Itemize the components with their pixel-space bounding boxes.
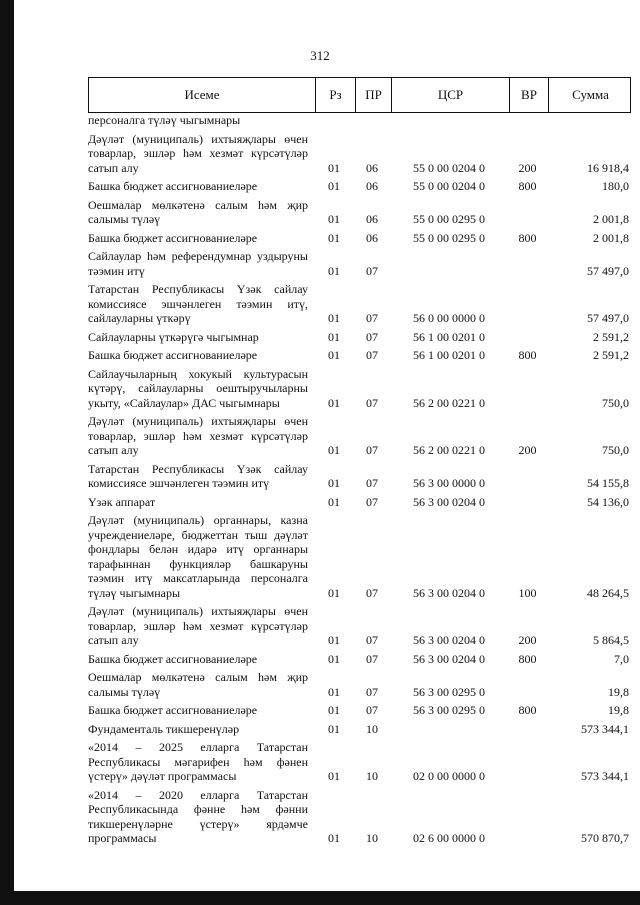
cell-rz: 01 [328, 348, 340, 362]
cell-rz: 01 [328, 651, 340, 666]
header-pr: ПР [355, 78, 391, 112]
cell-rz: 01 [328, 179, 340, 193]
budget-table [88, 77, 631, 846]
cell-name: Татарстан Республикасы Үзәк сайлау комиссиясе эшчәнлеген тәэмин итү [88, 461, 308, 490]
cell-csr: 55 0 00 0204 0 [413, 160, 485, 175]
table-row [88, 788, 631, 846]
cell-sum: 2 591,2 [593, 348, 629, 362]
cell-rz: 01 [328, 160, 340, 175]
cell-csr: 56 3 00 0295 0 [413, 684, 485, 699]
table-row [88, 703, 631, 718]
table-row [88, 604, 631, 648]
cell-pr: 07 [366, 651, 378, 666]
cell-pr: 10 [366, 769, 378, 783]
cell-name: Сайлаулар һәм референдумнар уздыруны тәэмин итү [88, 249, 308, 278]
cell-sum: 573 344,1 [581, 721, 629, 736]
cell-sum: 54 136,0 [587, 494, 629, 509]
cell-csr: 55 0 00 0295 0 [413, 230, 485, 245]
cell-rz: 01 [328, 769, 340, 783]
cell-pr: 07 [366, 633, 378, 647]
cell-sum: 16 918,4 [587, 160, 629, 175]
cell-name: Башка бюджет ассигнованиеләре [88, 703, 258, 717]
header-csr: ЦСР [391, 78, 509, 112]
cell-sum: 2 001,8 [593, 230, 629, 245]
cell-name: Дәүләт (муниципаль) ихтыяҗлары өчен товарлар, эшләр һәм хезмәт күрсәтүләр сатып алу [88, 131, 308, 175]
table-row [88, 231, 631, 246]
table-row [88, 722, 631, 737]
table-row [88, 513, 631, 600]
table-row [88, 462, 631, 491]
table-row [88, 249, 631, 278]
scan-border-bottom [0, 891, 640, 905]
cell-name: Башка бюджет ассигнованиеләре [88, 179, 258, 193]
cell-sum: 573 344,1 [581, 769, 629, 783]
table-row [88, 495, 631, 510]
cell-name: Оешмалар мөлкәтенә салым һәм җир салымы түләү [88, 670, 308, 699]
cell-sum: 180,0 [602, 179, 629, 193]
cell-csr: 56 3 00 0204 0 [413, 494, 485, 509]
cell-pr: 07 [366, 443, 378, 457]
page-number: 312 [310, 48, 330, 63]
cell-sum: 750,0 [602, 443, 629, 457]
cell-pr: 06 [366, 212, 378, 226]
cell-sum: 2 001,8 [593, 212, 629, 226]
cell-csr: 02 6 00 0000 0 [413, 831, 485, 845]
cell-pr: 06 [366, 230, 378, 245]
table-row [88, 198, 631, 227]
cell-sum: 57 497,0 [587, 263, 629, 278]
table-row [88, 179, 631, 194]
cell-vr: 800 [518, 348, 537, 362]
cell-name: Оешмалар мөлкәтенә салым һәм җир салымы түләү [88, 197, 308, 226]
cell-name: Татарстан Республикасы Үзәк сайлау комиссиясе эшчәнлеген тәэмин итү, сайлауларны үткәрү [88, 282, 308, 325]
cell-name: персоналга түләү чыгымнары [88, 113, 241, 127]
cell-pr: 10 [366, 831, 378, 845]
table-row [88, 282, 631, 326]
cell-name: Дәүләт (муниципаль) органнары, казна учреждениеләре, бюджеттан тыш дәүләт фондлары белән идарә итү органнары тарафыннан функцияләр башкаруны тәэмин итү максатларында персоналга түләү чыгымнары [88, 513, 308, 600]
cell-vr: 200 [518, 443, 537, 457]
table-row [88, 132, 631, 176]
cell-rz: 01 [328, 230, 340, 245]
cell-csr: 56 2 00 0221 0 [413, 395, 485, 410]
header-name: Исеме [184, 86, 220, 102]
table-row [88, 367, 631, 411]
table-row [88, 113, 631, 128]
cell-rz: 01 [328, 476, 340, 490]
cell-name: Дәүләт (муниципаль) ихтыяҗлары өчен товарлар, эшләр һәм хезмәт күрсәтүләр сатып алу [88, 414, 308, 457]
cell-name: Сайлаучыларның хокукый культурасын күтәрү, сайлауларны оештыручыларны укыту, «Сайлаулар» ДАС чыгымнары [88, 366, 308, 410]
cell-csr: 56 3 00 0000 0 [413, 476, 485, 490]
cell-csr: 56 3 00 0295 0 [413, 703, 485, 717]
cell-sum: 2 591,2 [593, 329, 629, 344]
cell-rz: 01 [328, 263, 340, 278]
cell-pr: 06 [366, 179, 378, 193]
cell-sum: 19,8 [608, 684, 629, 699]
cell-rz: 01 [328, 395, 340, 410]
cell-name: Башка бюджет ассигнованиеләре [88, 230, 258, 245]
table-body [88, 113, 631, 846]
cell-vr: 200 [518, 160, 537, 175]
header-sum: Сумма [548, 78, 632, 112]
cell-csr: 02 0 00 0000 0 [413, 769, 485, 783]
cell-name: «2014 – 2025 елларга Татарстан Республикасы мәгарифен һәм фәнен үстерү» дәүләт программасы [88, 740, 308, 783]
cell-sum: 48 264,5 [587, 585, 629, 600]
cell-vr: 800 [518, 651, 537, 666]
cell-name: Башка бюджет ассигнованиеләре [88, 348, 258, 362]
cell-rz: 01 [328, 684, 340, 699]
cell-rz: 01 [328, 212, 340, 226]
cell-rz: 01 [328, 311, 340, 325]
cell-csr: 56 3 00 0204 0 [413, 651, 485, 666]
cell-sum: 570 870,7 [581, 831, 629, 845]
cell-rz: 01 [328, 831, 340, 845]
cell-rz: 01 [328, 585, 340, 600]
cell-name: Башка бюджет ассигнованиеләре [88, 651, 258, 666]
cell-name: Үзәк аппарат [88, 494, 156, 509]
cell-name: Фундаменталь тикшеренүләр [88, 721, 240, 736]
cell-rz: 01 [328, 329, 340, 344]
cell-csr: 56 1 00 0201 0 [413, 348, 485, 362]
cell-sum: 750,0 [602, 395, 629, 410]
header-rz: Рз [315, 78, 355, 112]
cell-rz: 01 [328, 633, 340, 647]
cell-name: «2014 – 2020 елларга Татарстан Республикасында фәнне һәм фәнни тикшеренүләрне үстерү» ярдәмче программасы [88, 787, 308, 845]
cell-pr: 10 [366, 721, 378, 736]
cell-pr: 07 [366, 494, 378, 509]
table-row [88, 414, 631, 458]
cell-pr: 07 [366, 585, 378, 600]
cell-pr: 07 [366, 263, 378, 278]
cell-sum: 7,0 [614, 651, 629, 666]
cell-sum: 19,8 [608, 703, 629, 717]
cell-name: Дәүләт (муниципаль) ихтыяҗлары өчен товарлар, эшләр һәм хезмәт күрсәтүләр сатып алу [88, 604, 308, 647]
cell-csr: 56 3 00 0204 0 [413, 585, 485, 600]
cell-sum: 54 155,8 [587, 476, 629, 490]
table-row [88, 348, 631, 363]
cell-pr: 07 [366, 395, 378, 410]
cell-csr: 55 0 00 0204 0 [413, 179, 485, 193]
cell-csr: 55 0 00 0295 0 [413, 212, 485, 226]
cell-sum: 57 497,0 [587, 311, 629, 325]
cell-rz: 01 [328, 443, 340, 457]
table-row [88, 670, 631, 699]
table-header [88, 77, 631, 113]
cell-csr: 56 0 00 0000 0 [413, 311, 485, 325]
cell-csr: 56 3 00 0204 0 [413, 633, 485, 647]
cell-name: Сайлауларны үткәрүгә чыгымнар [88, 329, 259, 344]
cell-pr: 07 [366, 348, 378, 362]
cell-pr: 07 [366, 684, 378, 699]
cell-pr: 07 [366, 703, 378, 717]
cell-csr: 56 1 00 0201 0 [413, 329, 485, 344]
cell-sum: 5 864,5 [593, 633, 629, 647]
header-vr: ВР [509, 78, 548, 112]
cell-pr: 07 [366, 476, 378, 490]
cell-vr: 200 [518, 633, 537, 647]
cell-pr: 06 [366, 160, 378, 175]
cell-vr: 800 [518, 703, 537, 717]
cell-rz: 01 [328, 721, 340, 736]
cell-pr: 07 [366, 329, 378, 344]
table-row [88, 740, 631, 784]
cell-rz: 01 [328, 703, 340, 717]
table-row [88, 330, 631, 345]
cell-vr: 800 [518, 230, 537, 245]
cell-vr: 800 [518, 179, 537, 193]
table-row [88, 652, 631, 667]
cell-vr: 100 [518, 585, 537, 600]
scan-border-left [0, 0, 14, 905]
cell-csr: 56 2 00 0221 0 [413, 443, 485, 457]
cell-pr: 07 [366, 311, 378, 325]
cell-rz: 01 [328, 494, 340, 509]
